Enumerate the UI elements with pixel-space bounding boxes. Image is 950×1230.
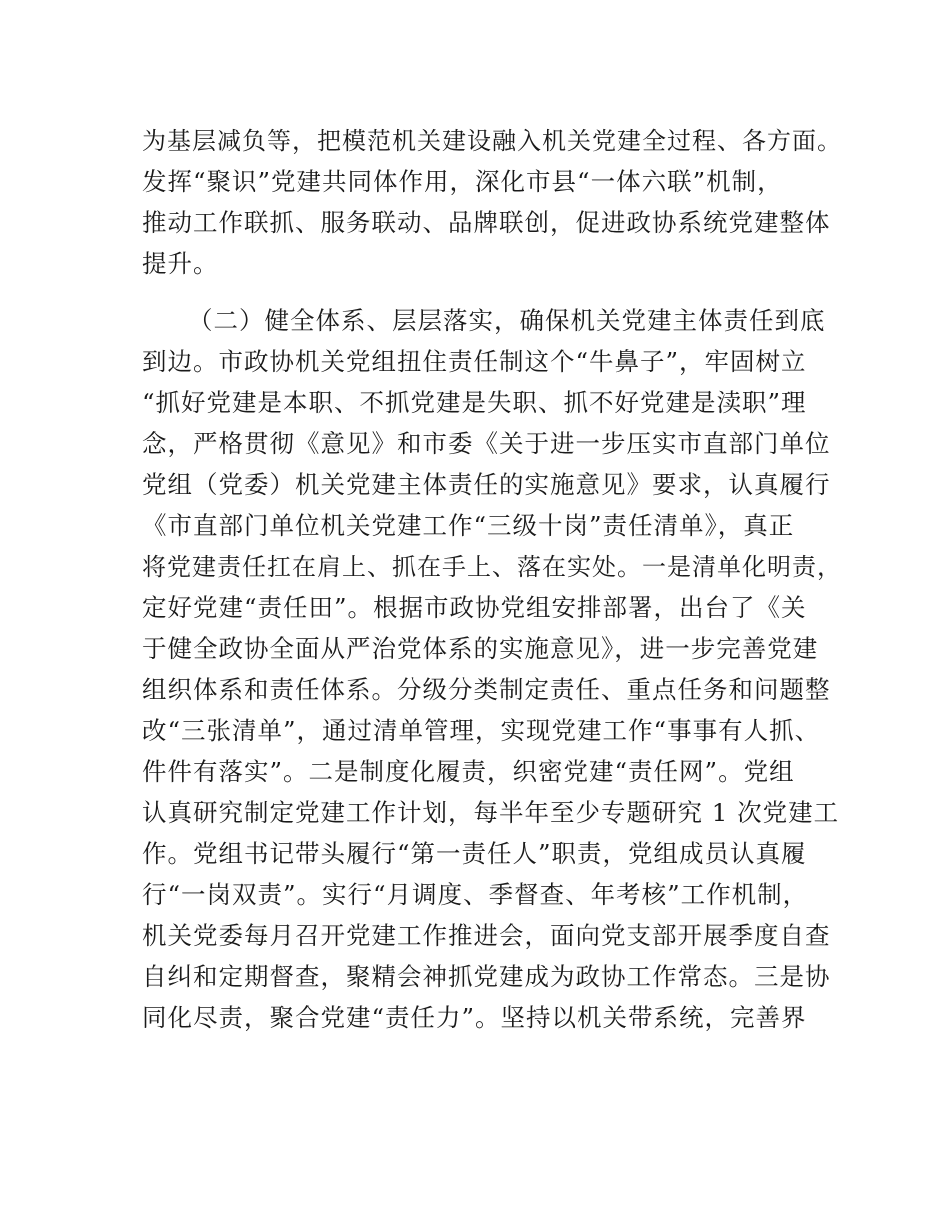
text-line: 将党建责任扛在肩上、抓在手上、落在实处。一是清单化明责， bbox=[142, 553, 842, 581]
text-line: 改“三张清单”，通过清单管理，实现党建工作“事事有人抓、 bbox=[142, 716, 821, 745]
text-line: 件件有落实”。二是制度化履责，织密党建“责任网”。党组 bbox=[142, 757, 795, 786]
text-line: 提升。 bbox=[142, 249, 219, 278]
text-line: 党组（党委）机关党建主体责任的实施意见》要求，认真履行 bbox=[142, 470, 831, 499]
text-line: 于健全政协全面从严治党体系的实施意见》，进一步完善党建 bbox=[142, 634, 819, 663]
text-line: 到边。市政协机关党组扭住责任制这个“牛鼻子”，牢固树立 bbox=[142, 347, 807, 376]
text-line: 作。党组书记带头履行“第一责任人”职责，党组成员认真履 bbox=[142, 839, 807, 868]
text-line: 机关党委每月召开党建工作推进会，面向党支部开展季度自查 bbox=[142, 921, 831, 950]
text-line: “抓好党建是本职、不抓党建是失职、抓不好党建是渎职”理 bbox=[142, 388, 807, 417]
text-line: 认真研究制定党建工作计划，每半年至少专题研究 1 次党建工 bbox=[142, 798, 840, 827]
text-line: 定好党建“责任田”。根据市政协党组安排部署，出台了《关 bbox=[142, 593, 807, 622]
text-line: 推动工作联抓、服务联动、品牌联创，促进政协系统党建整体 bbox=[142, 208, 831, 237]
text-line: 《市直部门单位机关党建工作“三级十岗”责任清单》，真正 bbox=[142, 511, 795, 540]
text-line: 为基层减负等，把模范机关建设融入机关党建全过程、各方面。 bbox=[142, 127, 842, 155]
section-heading-line: （二）健全体系、层层落实，确保机关党建主体责任到底 bbox=[188, 306, 826, 335]
text-line: 同化尽责，聚合党建“责任力”。坚持以机关带系统，完善界 bbox=[142, 1003, 807, 1032]
text-line: 发挥“聚识”党建共同体作用，深化市县“一体六联”机制， bbox=[142, 167, 783, 196]
text-line: 念，严格贯彻《意见》和市委《关于进一步压实市直部门单位 bbox=[142, 429, 831, 458]
text-line: 组织体系和责任体系。分级分类制定责任、重点任务和问题整 bbox=[142, 675, 831, 704]
text-line: 行“一岗双责”。实行“月调度、季督查、年考核”工作机制， bbox=[142, 880, 809, 909]
text-line: 自纠和定期督查，聚精会神抓党建成为政协工作常态。三是协 bbox=[142, 962, 831, 991]
